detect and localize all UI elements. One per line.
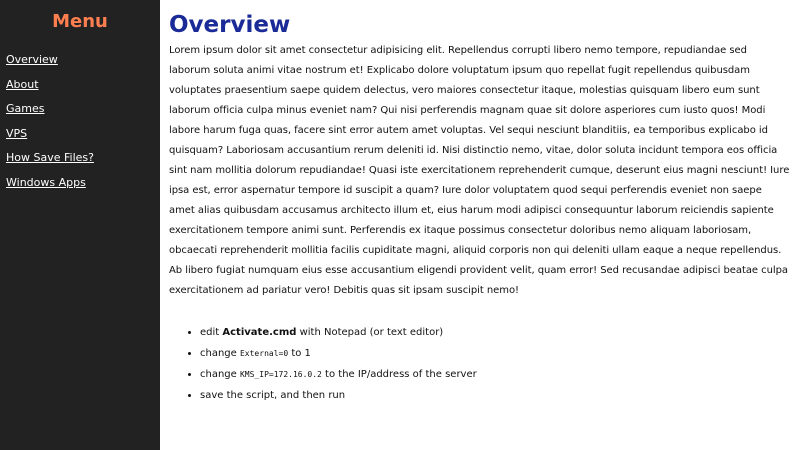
step-filename: Activate.cmd [222,327,297,338]
sidebar-link-windows-apps[interactable]: Windows Apps [6,175,86,189]
step-code: KMS_IP=172.16.0.2 [239,370,322,379]
sidebar-title: Menu [52,11,108,32]
sidebar-link-save-files[interactable]: How Save Files? [6,151,94,164]
sidebar-item-windows-apps [6,171,160,196]
sidebar-link-about[interactable]: About [6,77,39,91]
step-code: External=0 [239,349,289,358]
list-item [200,343,790,364]
sidebar-link-vps[interactable]: VPS [6,126,28,140]
overview-paragraph: Lorem ipsum dolor sit amet consectetur adipisicing elit. Repellendus corrupti libero nemo tempore, repudiandae sed laborum soluta animi vitae nostrum et! Explicabo dolore voluptatum ipsum quo repellat fugit repellendus quibusdam voluptates praesentium saepe quidem delectus, vero maiores consectetur itaque, molestias quisquam libero eum sunt laborum officia culpa minus eveniet nam? Qui nisi perferendis magnam quae sit dolore asperiores cum iusto quos! Modi labore harum fuga quas, facere sint error autem amet voluptas. Vel sequi nesciunt blanditiis, ea temporibus explicabo id quisquam? Laboriosam accusantium rerum deleniti id. Nisi distinctio nemo, vitae, dolor soluta incidunt tempora eos officia sint nam mollitia dolorum repudiandae! Quasi iste exercitationem reprehenderit cumque, deserunt eius magni nesciunt! Iure ipsa est, error aspernatur tempore id suscipit a quam? Iure dolor voluptatem quod sequi perferendis eveniet non saepe amet alias quibusdam accusamus architecto illum et, eius harum modi adipisci consequuntur laborum reiciendis sapiente exercitationem tempore animi sunt. Perferendis ex itaque possimus consectetur doloribus nemo aliquam laboriosam, obcaecati reprehenderit mollitia facilis cupiditate magni, aliquid corporis non qui deleniti ullam eaque a neque repellendus. Ab libero fugiat numquam eius esse accusantium eligendi provident velit, quam error! Sed recusandae adipisci beatae culpa exercitationem ad pariatur vero! Debitis quas sit ipsam suscipit nemo! [169,45,790,296]
list-item [200,322,790,343]
step-prefix: change [200,348,240,359]
list-item [200,364,790,385]
sidebar [0,0,160,450]
step-prefix: edit [200,327,223,338]
steps-list [169,322,790,406]
sidebar-nav [0,45,160,195]
sidebar-item-save-files [6,146,160,171]
step-suffix: to 1 [288,348,311,359]
sidebar-item-vps [6,122,160,147]
step-prefix: change [200,369,240,380]
sidebar-link-games[interactable]: Games [6,102,45,115]
step-prefix: save the script, and then run [200,390,346,401]
main-content [160,0,800,450]
page-title: Overview [169,12,291,38]
sidebar-item-about [6,73,160,98]
step-suffix: with Notepad (or text editor) [296,327,444,338]
step-suffix: to the IP/address of the server [321,369,477,380]
sidebar-item-overview [6,48,160,73]
sidebar-item-games [6,97,160,122]
sidebar-link-overview[interactable]: Overview [6,53,58,66]
list-item [200,385,790,406]
